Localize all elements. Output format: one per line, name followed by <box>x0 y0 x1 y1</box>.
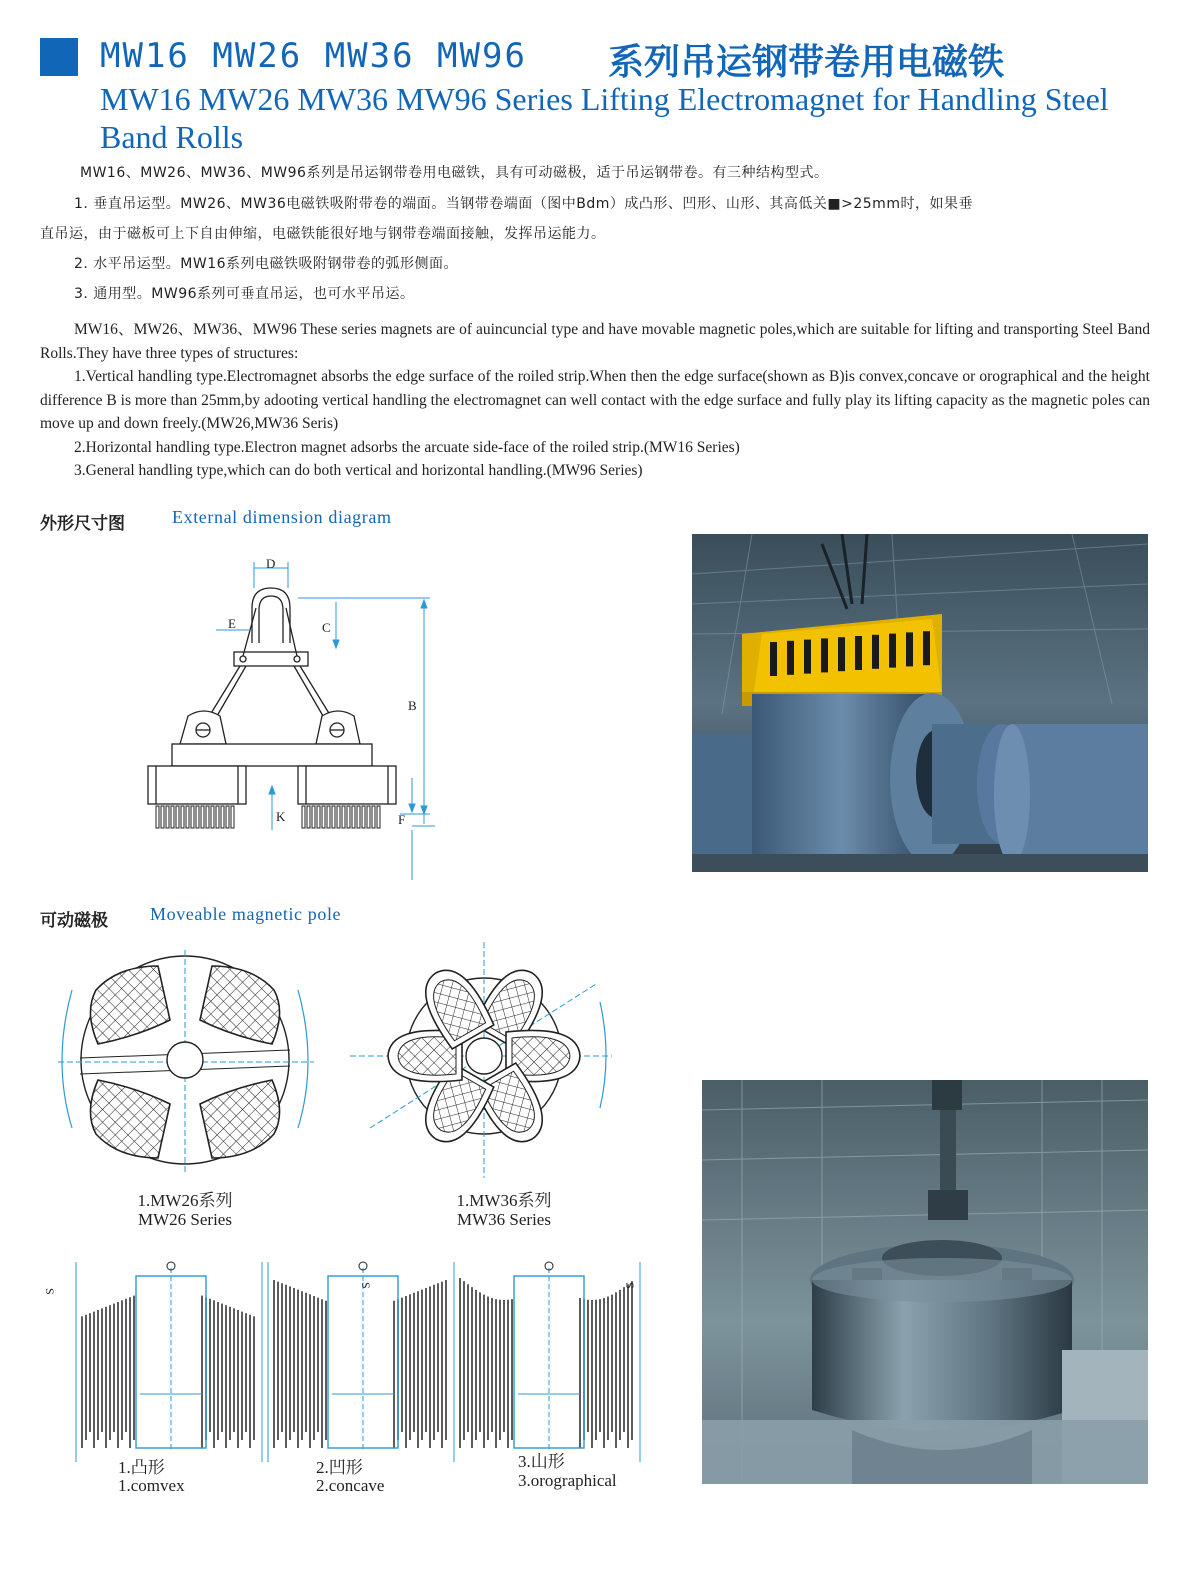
cn-intro: MW16、MW26、MW36、MW96系列是吊运钢带卷用电磁铁，具有可动磁极，适于吊运钢带卷。有三种结构型式。 <box>80 165 829 181</box>
title-chinese: 系列吊运钢带卷用电磁铁 <box>608 42 1005 83</box>
coil-surface-shapes-diagram <box>36 1252 646 1462</box>
pole-heading-en: Moveable magnetic pole <box>150 904 342 924</box>
title-english: MW16 MW26 MW36 MW96 Series Lifting Electromagnet for Handling Steel Band Rolls <box>100 81 1109 155</box>
s-label-concave: S <box>359 1282 373 1289</box>
en-item1: 1.Vertical handling type.Electromagnet absorbs the edge surface of the roiled strip.When then the edge surface(shown as B)is convex,concave or orographical and the height difference B is more than 25mm,by adooting vertical handling the electromagnet can well contact with the edge surface and fully play its lifting capacity as the magnetic poles can move up and down freely.(MW26,MW36 Seris) <box>40 368 1150 432</box>
dim-label-e: E <box>228 616 236 631</box>
convex-caption-en: 1.comvex <box>118 1476 185 1495</box>
dim-label-f: F <box>398 812 406 827</box>
dimension-heading-en: External dimension diagram <box>172 507 392 527</box>
concave-caption-en: 2.concave <box>316 1476 385 1495</box>
title-models: MW16 MW26 MW36 MW96 <box>100 36 527 76</box>
concave-caption-cn: 2.凹形 <box>316 1458 363 1477</box>
cn-item1-line2: 直吊运，由于磁板可上下自由伸缩，电磁铁能很好地与钢带卷端面接触，发挥吊运能力。 <box>40 226 606 242</box>
s-label-orographical: S <box>623 1282 637 1289</box>
pole-heading-cn: 可动磁极 <box>40 911 108 931</box>
cn-item2: 2. 水平吊运型。MW16系列电磁铁吸附钢带卷的弧形侧面。 <box>74 256 459 272</box>
cn-item1-line1: 1. 垂直吊运型。MW26、MW36电磁铁吸附带卷的端面。当钢带卷端面（图中Bdm）成凸形、凹形、山形、其高低关■>25mm时，如果垂 <box>74 196 973 212</box>
en-item3: 3.General handling type,which can do both vertical and horizontal handling.(MW96 Series) <box>74 462 643 479</box>
photo-round-magnet <box>702 1080 1148 1484</box>
mw36-caption-cn: 1.MW36系列 <box>456 1191 552 1210</box>
s-label-convex: S <box>43 1288 57 1295</box>
en-intro: MW16、MW26、MW36、MW96 These series magnets are of auincuncial type and have movable magnetic poles,which are suitable for lifting and transporting Steel Band Rolls.They have three types of structures: <box>40 321 1150 362</box>
orographical-caption-en: 3.orographical <box>518 1471 617 1490</box>
dim-label-k: K <box>276 809 286 824</box>
mw36-caption-en: MW36 Series <box>457 1210 551 1229</box>
mw26-pole-diagram <box>58 950 318 1186</box>
photo-rectangular-magnet-lifting-coil <box>692 534 1148 872</box>
dimension-heading-cn: 外形尺寸图 <box>40 514 125 534</box>
english-description <box>40 318 1150 483</box>
external-dimension-diagram <box>130 548 450 888</box>
mw36-pole-diagram <box>350 942 614 1190</box>
en-item2: 2.Horizontal handling type.Electron magnet adsorbs the arcuate side-face of the roiled strip.(MW16 Series) <box>74 438 740 456</box>
title-marker-square <box>40 38 78 76</box>
orographical-caption-cn: 3.山形 <box>518 1452 565 1471</box>
convex-caption-cn: 1.凸形 <box>118 1458 165 1477</box>
dim-label-b: B <box>408 698 417 713</box>
dim-label-d: D <box>266 556 276 571</box>
mw26-caption-en: MW26 Series <box>138 1210 232 1229</box>
cn-item3: 3. 通用型。MW96系列可垂直吊运，也可水平吊运。 <box>74 286 415 302</box>
mw26-caption-cn: 1.MW26系列 <box>137 1191 233 1210</box>
dim-label-c: C <box>322 620 331 635</box>
